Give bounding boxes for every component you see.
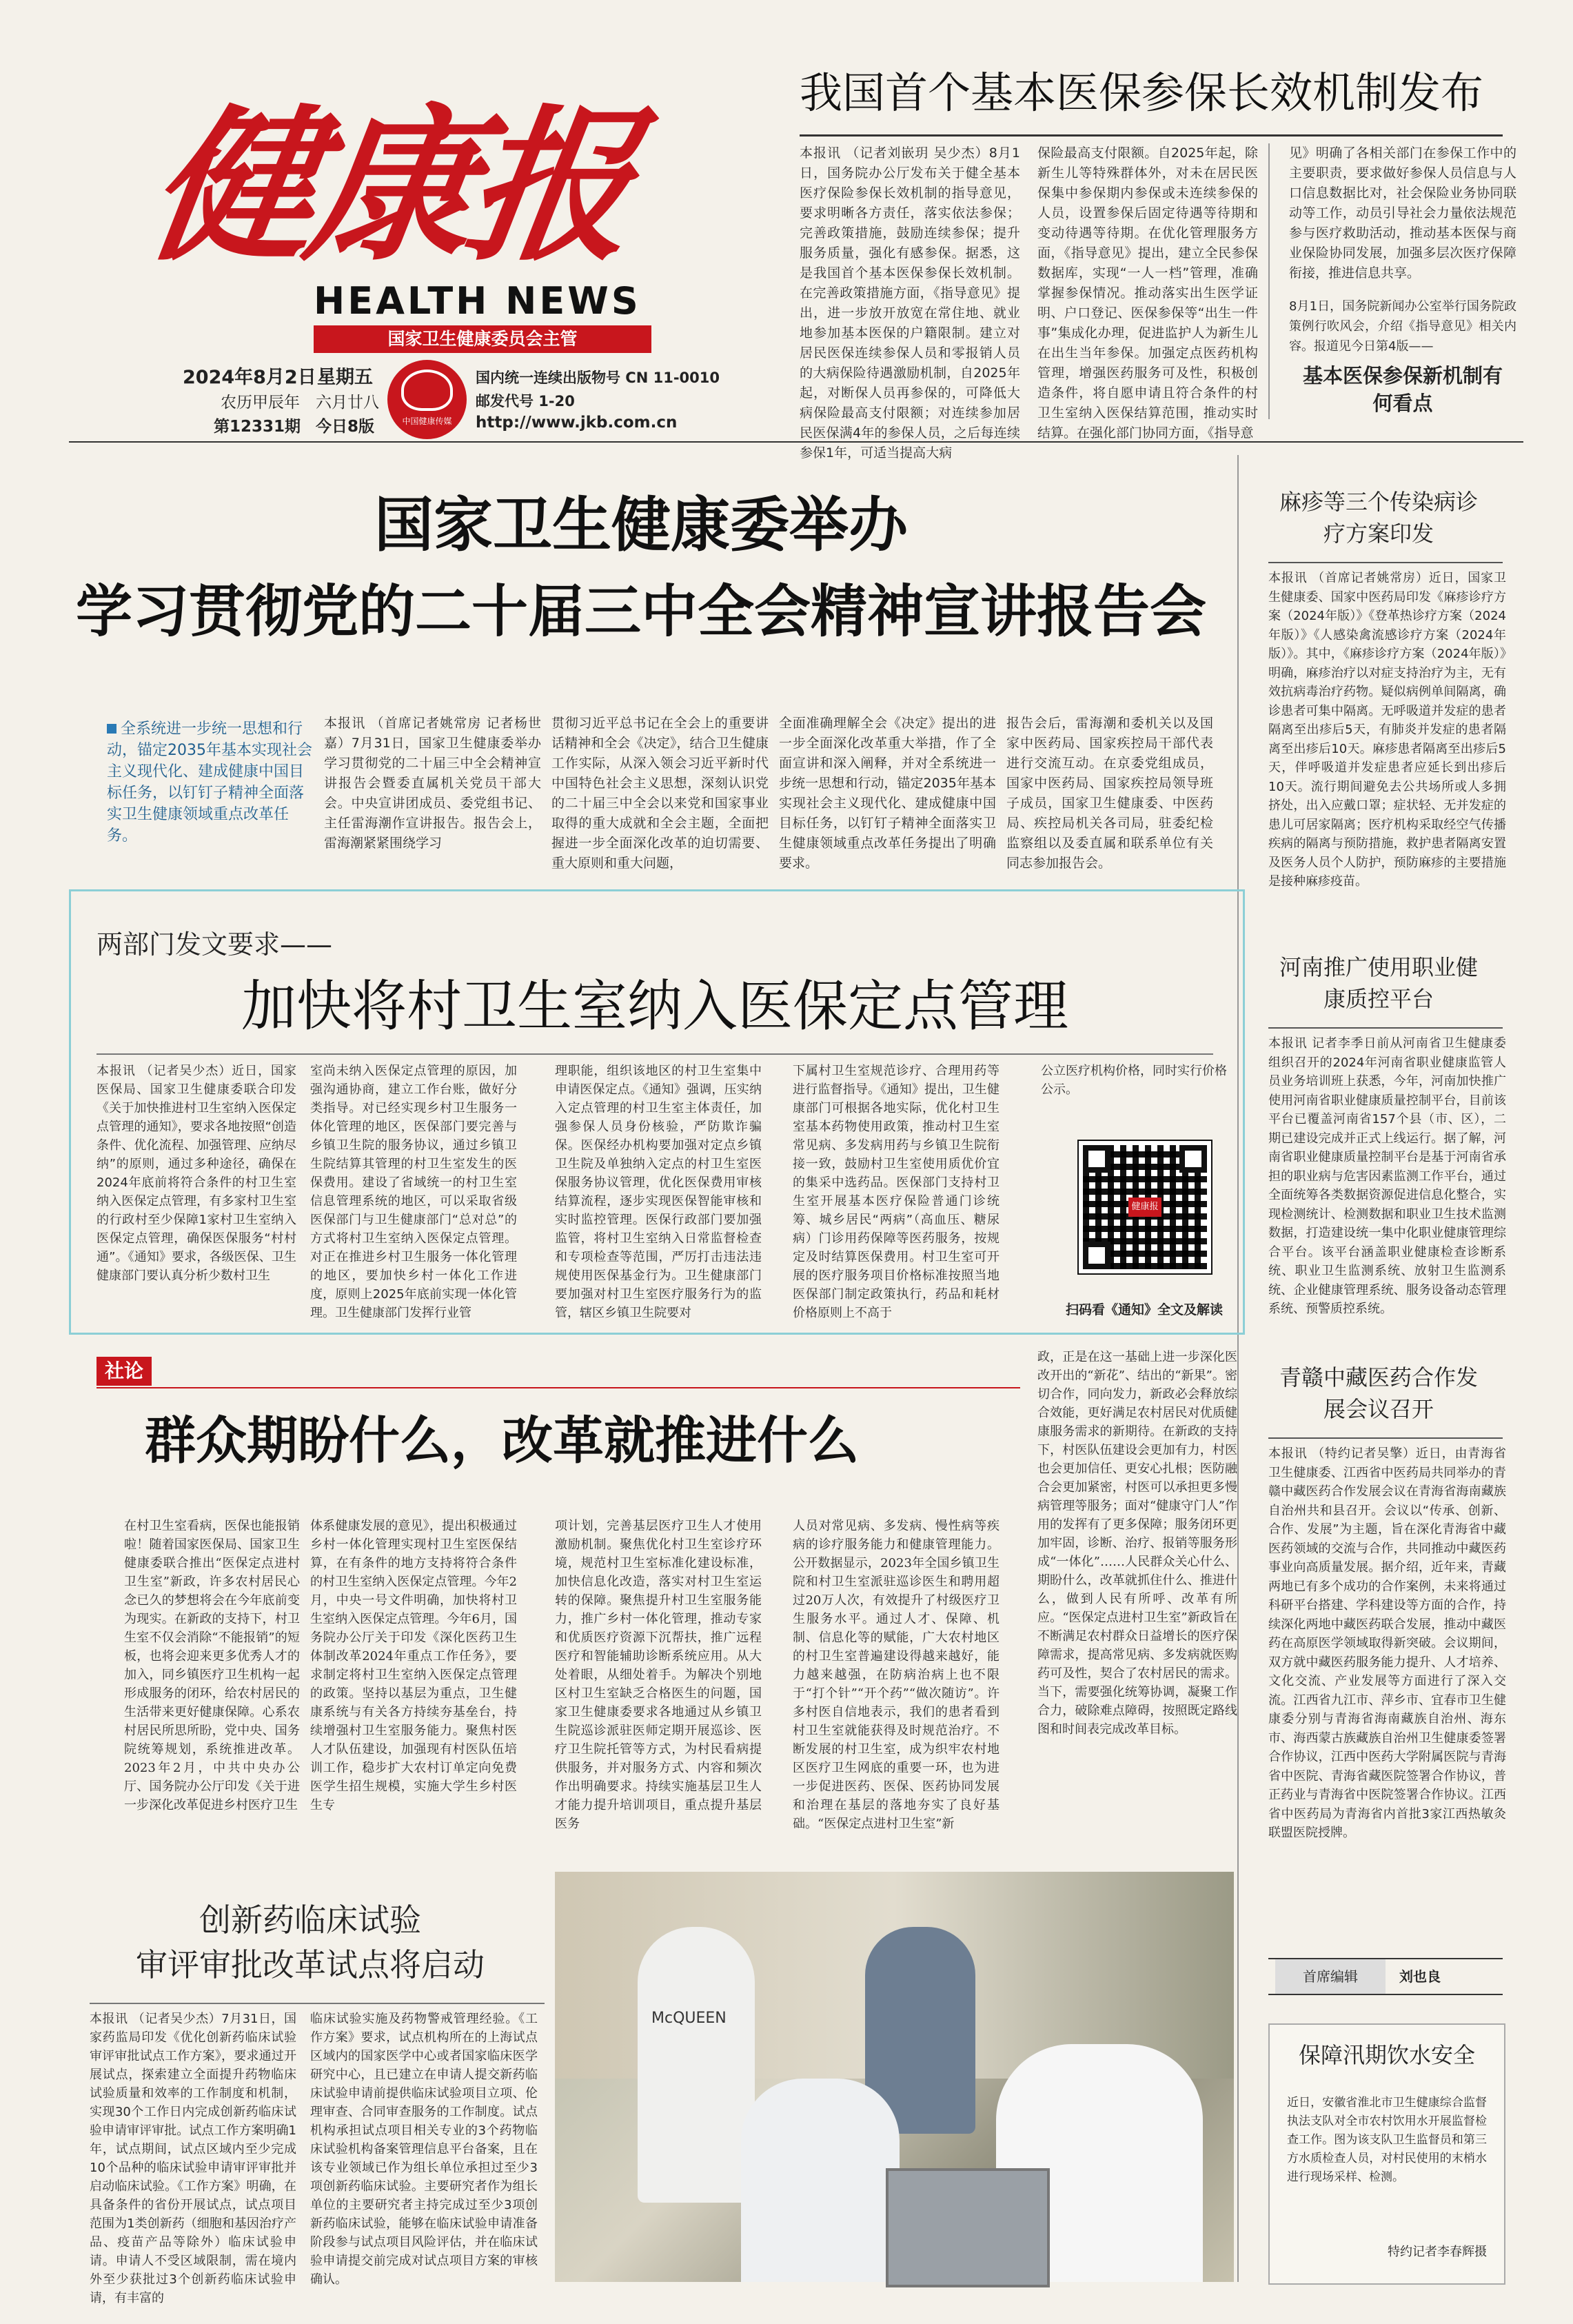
lead-col2 (551, 714, 769, 871)
drug-trial-col2 (310, 2010, 538, 2287)
emblem-text: 中国健康传媒 (402, 416, 452, 426)
photo-shirt-text: McQUEEN (651, 2010, 727, 2027)
cn-code: 国内统一连续出版物号 CN 11-0010 (476, 370, 720, 386)
lead-col3 (779, 714, 996, 871)
right-column-divider (1237, 455, 1239, 2282)
box-col5 (1041, 1062, 1227, 1103)
lead-col1-text: 本报讯 （首席记者姚常房 记者杨世嘉）7月31日，国家卫生健康委举办学习贯彻党的二十届三中全会精神宣讲报告会暨委直属机关党员干部大会。中央宣讲团成员、委党组书记、主任雷海潮作宣讲报告。报告会上，雷海潮紧紧围绕学习 (324, 716, 541, 851)
lead-headline-line1: 国家卫生健康委举办 (374, 491, 908, 560)
editorial-col3-text: 项计划，完善基层医疗卫生人才使用激励机制。聚焦优化村卫生室诊疗环境，规范村卫生室标准化建设标准，加快信息化改造，落实对村卫生室运转的保障。聚焦提升村卫生室服务能力，推广乡村一体化管理，推动专家和优质医疗资源下沉帮扶，推广远程医疗和智能辅助诊断系统应用。从大处着眼，从细处着手。为解决个别地区村卫生室缺乏合格医生的问题，国家卫生健康委要求各地通过从乡镇卫生院巡诊派驻医师定期开展巡诊、医疗卫生院托管等方式，为村民看病提供服务，并对服务方式、内容和频次作出明确要求。持续实施基层卫生人才能力提升培训项目，重点提升基层医务 (555, 1519, 762, 1831)
top-story-headline: 我国首个基本医保参保长效机制发布 (800, 68, 1484, 118)
measles-body-text: 本报讯 （首席记者姚常房）近日，国家卫生健康委、国家中医药局印发《麻疹诊疗方案（2024年版）》《登革热诊疗方案（2024年版）》《人感染禽流感诊疗方案（2024年版）》。其中，《麻疹诊疗方案（2024年版）》明确，麻疹治疗以对症支持治疗为主，无有效抗病毒治疗药物。疑似病例单间隔离，确诊患者可集中隔离。无呼吸道并发症的患者隔离至出疹后5天，有肺炎并发症的患者隔离至出疹后10天。麻疹患者隔离至出疹后5天，伴呼吸道并发症患者应延长到出疹后10天。流行期间避免去公共场所或人多拥挤处，出入应戴口罩；症状轻、无并发症的患儿可居家隔离；医疗机构采取经空气传播疾病的隔离与预防措施，救护患者隔离安置及医务人员个人防护，预防麻疹的主要措施是接种麻疹疫苗。 (1268, 571, 1506, 889)
drug-trial-rule (90, 2003, 545, 2004)
photo-person-man (638, 1927, 755, 2203)
website-url[interactable]: http://www.jkb.com.cn (476, 414, 678, 432)
editorial-col4 (793, 1517, 999, 1841)
top-story-col3 (1289, 143, 1516, 281)
editorial-tag: 社论 (97, 1357, 152, 1386)
editor-label: 首席编辑 (1275, 1959, 1386, 1994)
box-col2-text: 室尚未纳入医保定点管理的原因，加强沟通协商，建立工作台账，做好分类指导。对已经实现乡村卫生服务一体化管理的地区，医保部门要完善与乡镇卫生院的服务协议，通过乡镇卫生院结算其管理的村卫生室发生的医保费用。建设了省域统一的村卫生室信息管理系统的地区，可以采取省级医保部门与卫生健康部门“总对总”的方式将村卫生室纳入医保定点管理。对正在推进乡村卫生服务一体化管理的地区，要加快乡村一体化工作进度，原则上2025年底前实现一体化管理。卫生健康部门发挥行业管 (310, 1064, 517, 1320)
editorial-col2-text: 体系健康发展的意见》，提出积极通过乡村一体化管理实现村卫生室医保结算，在有条件的地方支持将符合条件的村卫生室纳入医保定点管理。今年2月，中央一号文件明确，加快将村卫生室纳入医保定点管理。今年6月，国务院办公厅关于印发《深化医药卫生体制改革2024年重点工作任务》，要求制定将村卫生室纳入医保定点管理的政策。坚持以基层为重点，卫生健康系统与有关各方持续夯基垒台，持续增强村卫生室服务能力。聚焦村医人才队伍建设，加强现有村医队伍培训工作，稳步扩大农村订单定向免费医学生招生规模，实施大学生乡村医生专 (310, 1519, 517, 1812)
top-story-col2-text: 保险最高支付限额。自2025年起，除新生儿等特殊群体外，对未在居民医保集中参保期内参保或未连续参保的人员，设置参保后固定待遇等待期和变动待遇等待期。在优化管理服务方面，《指导意见》提出，建立全民参保数据库，实现“一人一档”管理，准确掌握参保情况。推动落实出生医学证明、户口登记、医保参保等“出生一件事”集成化办理，促进监护人为新生儿在出生当年参保。加强定点医药机构管理，增强医药服务可及性，积极创造条件，将自愿申请且符合条件的村卫生室纳入医保结算范围，推动实时结算。在强化部门协同方面，《指导意 (1037, 145, 1258, 441)
qr-caption: 扫码看《通知》全文及解读 (1065, 1302, 1223, 1317)
flood-credit: 特约记者李春辉摄 (1388, 2245, 1487, 2259)
top-story-col2 (1037, 143, 1258, 441)
qr-finder-icon (1179, 1145, 1207, 1173)
box-col3 (555, 1062, 762, 1320)
top-story-col1-text: 本报讯 （记者刘嵌玥 吴少杰）8月1日，国务院办公厅发布关于健全基本医疗保险参保长效机制的指导意见，要求明晰各方责任，落实依法参保；完善政策措施，鼓励连续参保；提升服务质量，强化有感参保。据悉，这是我国首个基本医保参保长效机制。在完善政策措施方面，《指导意见》提出，进一步放开放宽在常住地、就业地参加基本医保的户籍限制。建立对居民医保连续参保人员和零报销人员的大病保险待遇激励机制，自2025年起，对断保人员再参保的，可降低大病保险最高支付限额；对连续参加居民医保满4年的参保人员，之后每连续参保1年，可适当提高大病 (800, 145, 1020, 461)
photo-inspector-left (741, 2079, 900, 2282)
lead-summary (107, 718, 314, 847)
henan-body (1268, 1034, 1506, 1324)
top-story-col3-text: 见》明确了各相关部门在参保工作中的主要职责，要求做好参保人员信息与人口信息数据比对，社会保险业务协同联动等工作，动员引导社会力量依法规范参与医疗救助活动，推动基本医保与商业保险协同发展，加强多层次医疗保障衔接，推进信息共享。 (1289, 145, 1516, 281)
editorial-col3 (555, 1517, 762, 1841)
henan-body-text: 本报讯 记者李季日前从河南省卫生健康委组织召开的2024年河南省职业健康监管人员业务培训班上获悉，今年，河南加快推广使用河南省职业健康质量控制平台，目前该平台已覆盖河南省157个县（市、区），二期已建设完成并正式上线运行。据了解，河南省职业健康质量控制平台是基于河南省承担的职业病与危害因素监测工作平台，通过全面统筹各类数据资源促进信息化整合，实现检测统计、检测数据和职业卫生技术监测数据，打造建设统一集中化职业健康管理综合平台。该平台涵盖职业健康检查诊断系统、职业卫生监测系统、放射卫生监测系统、企业健康管理系统、服务设备动态管理系统、预警质控系统。 (1268, 1036, 1506, 1316)
top-story-note-text: 8月1日，国务院新闻办公室举行国务院政策例行吹风会，介绍《指导意见》相关内容。报道见今日第4版—— (1289, 299, 1516, 354)
drug-trial-col2-text: 临床试验实施及药物警戒管理经验。《工作方案》要求，试点机构所在的上海试点区域内的国家医学中心或者国家临床医学研究中心，且已建立在申请人提交新药临床试验申请前提供临床试验项目立项、伦理审查、合同审查服务的工作制度。试点机构承担试点项目相关专业的3个药物临床试验机构备案管理信息平台备案，且在该专业领域已作为组长单位承担过至少3项创新药临床试验。主要研究者作为组长单位的主要研究者主持完成过至少3项创新药临床试验，能够在临床试验申请准备阶段参与试点项目风险评估，并在临床试验申请提交前完成对试点项目方案的审核确认。 (310, 2012, 538, 2287)
logo-english: HEALTH NEWS (314, 279, 641, 323)
box-col2 (310, 1062, 517, 1320)
lead-col4 (1006, 714, 1213, 871)
lead-col4-text: 报告会后，雷海潮和委机关以及国家中医药局、国家疾控局干部代表进行交流互动。在京委党组成员，国家中医药局、国家疾控局领导班子成员，国家卫生健康委、中医药局、疾控局机关各司局，驻委纪检监察组以及委直属和联系单位有关同志参加报告会。 (1006, 716, 1213, 871)
lead-col3-text: 全面准确理解全会《决定》提出的进一步全面深化改革重大举措，作了全面宣讲和深入阐释，并对全系统进一步统一思想和行动，锚定2035年基本实现社会主义现代化、建成健康中国目标任务，以钉钉子精神全面落实卫生健康领域重点改革任务提出了明确要求。 (779, 716, 996, 871)
lead-col2-text: 贯彻习近平总书记在全会上的重要讲话精神和全会《决定》，结合卫生健康工作实际，从深入领会习近平新时代中国特色社会主义思想，深刻认识党的二十届三中全会以来党和国家事业取得的重大成就和全会主题，全面把握进一步全面深化改革的迫切需要、重大原则和重大问题， (551, 716, 769, 871)
box-headline: 加快将村卫生室纳入医保定点管理 (241, 974, 1068, 1038)
drug-trial-headline-line1: 创新药临床试验 (199, 1901, 421, 1939)
box-kicker: 两部门发文要求—— (97, 929, 333, 960)
editorial-col1 (124, 1517, 300, 1841)
gan-title[interactable]: 青赣中藏医药合作发展会议召开 (1279, 1364, 1478, 1422)
drug-trial-col1 (90, 2010, 296, 2305)
issue-number: 第12331期 (214, 418, 301, 436)
box-headline-rule (97, 1053, 1213, 1055)
gan-body-text: 本报讯 （特约记者吴擎）近日，由青海省卫生健康委、江西省中医药局共同举办的青赣中藏医药合作发展会议在青海省海南藏族自治州共和县召开。会议以“传承、创新、合作、发展”为主题，旨在深化青海省中藏医药领域的交流与合作，共同推动中藏医药事业向高质量发展。据介绍，近年来，青藏两地已有多个成功的合作案例，未来将通过科研平台搭建、学科建设等方面的合作，持续深化两地中藏医药联合发展，推动中藏医药在高原医学领域取得新突破。会议期间，双方就中藏医药服务能力提升、人才培养、文化交流、产业发展等方面进行了深入交流。江西省九江市、萍乡市、宜春市卫生健康委分别与青海省海南藏族自治州、海东市、海西蒙古族藏族自治州卫生健康委签署合作协议，江西中医药大学附属医院与青海省中医院、青海省藏医院签署合作协议，普正药业与青海省中医院签署合作协议。江西省中医药局为青海省内首批3家江西热敏灸联盟医院授牌。 (1268, 1446, 1506, 1840)
box-col5-text: 公立医疗机构价格，同时实行价格公示。 (1041, 1064, 1227, 1097)
qr-logo: 健康报 (1128, 1198, 1161, 1217)
lead-summary-text: 全系统进一步统一思想和行动，锚定2035年基本实现社会主义现代化、建成健康中国目标任务，以钉钉子精神全面落实卫生健康领域重点改革任务。 (107, 720, 312, 845)
lead-headline-line2: 学习贯彻党的二十届三中全会精神宣讲报告会 (75, 579, 1206, 645)
emblem-flower-icon (401, 370, 453, 411)
flood-caption (1287, 2094, 1487, 2232)
top-story-col3-note (1289, 296, 1516, 358)
issue-date: 2024年8月2日 (183, 367, 316, 388)
gan-body (1268, 1444, 1506, 1920)
box-col4 (793, 1062, 999, 1320)
top-story-sidebar-title[interactable]: 基本医保参保新机制有何看点 (1302, 364, 1503, 415)
page-count: 今日8版 (316, 418, 375, 436)
flood-title[interactable]: 保障汛期饮水安全 (1298, 2042, 1475, 2068)
logo-chinese: 健康报 (138, 89, 641, 283)
flood-caption-text: 近日，安徽省淮北市卫生健康综合监督执法支队对全市农村饮用水开展监督检查工作。图为该支队卫生监督员和第三方水质检查人员，对村民使用的末梢水进行现场采样、检测。 (1287, 2096, 1487, 2184)
sponsor-bar: 国家卫生健康委员会主管 (314, 325, 651, 353)
qr-finder-icon (1083, 1145, 1110, 1173)
qr-finder-icon (1083, 1242, 1110, 1269)
editorial-col5-text: 政，正是在这一基础上进一步深化医改开出的“新花”、结出的“新果”。密切合作，同向发力，新政必会释放综合效能，更好满足农村居民对优质健康服务需求的新期待。在新政的支持下，村医队伍建设会更加有力，村医也会更加信任、更安心扎根；医防融合会更加紧密，村医可以承担更多慢病管理等服务；面对“健康守门人”作用的发挥有了更多保障；服务闭环更加牢固，诊断、治疗、报销等服务形成“一体化”……人民群众关心什么、期盼什么，改革就抓住什么、推进什么，做到人民有所呼、改革有所应。“医保定点进村卫生室”新政旨在不断满足农村群众日益增长的医疗保障需求，提高常见病、多发病就医购药可及性，契合了农村居民的需求。当下，需要强化统筹协调，凝聚工作合力，破除难点障碍，按照既定路线图和时间表完成改革目标。 (1037, 1350, 1237, 1737)
box-col1 (97, 1062, 296, 1317)
gan-rule (1268, 1437, 1503, 1439)
editorial-col2 (310, 1517, 517, 1841)
top-story-divider (1268, 143, 1270, 419)
henan-rule (1268, 1027, 1503, 1029)
inspection-photo (555, 1872, 1234, 2282)
top-story-rule (800, 134, 1503, 137)
lunar-year: 农历甲辰年 (221, 394, 300, 412)
drug-trial-headline-line2: 审评审批改革试点将启动 (136, 1946, 485, 1983)
box-col4-text: 下属村卫生室规范诊疗、合理用药等进行监督指导。《通知》提出，卫生健康部门可根据各地实际，优化村卫生室基本药物使用政策，推动村卫生室常见病、多发病用药与乡镇卫生院衔接一致，鼓励村卫生室使用质优价宜的集采中选药品。医保部门支持村卫生室开展基本医疗保险普通门诊统筹、城乡居民“两病”（高血压、糖尿病）门诊用药保障等医药服务，按规定及时结算医保费用。村卫生室可开展的医疗服务项目价格标准按照当地医保部门制定政策执行，药品和耗材价格原则上不高于 (793, 1064, 999, 1320)
masthead-bottom-rule (69, 441, 1523, 443)
henan-title[interactable]: 河南推广使用职业健康质控平台 (1279, 954, 1478, 1012)
qr-code[interactable] (1079, 1141, 1211, 1273)
measles-title[interactable]: 麻疹等三个传染病诊疗方案印发 (1279, 489, 1478, 547)
editor-name: 刘也良 (1399, 1968, 1441, 1985)
editor-credit (1268, 1958, 1503, 1995)
lead-summary-bullet (107, 724, 116, 734)
photo-sample-kit (886, 2168, 1050, 2287)
measles-body (1268, 569, 1506, 920)
masthead (69, 41, 786, 436)
drug-trial-col1-text: 本报讯 （记者吴少杰）7月31日，国家药监局印发《优化创新药临床试验审评审批试点工作方案》，要求通过开展试点，探索建立全面提升药物临床试验质量和效率的工作制度和机制，实现30个工作日内完成创新药临床试验申请审评审批。试点工作方案明确1年，试点期间，试点区域内至少完成10个品种的临床试验申请审评审批并启动临床试验。《工作方案》明确，在具备条件的省份开展试点，试点项目范围为1类创新药（细胞和基因治疗产品、疫苗产品等除外）临床试验申请。申请人不受区域限制，需在境内外至少获批过3个创新药临床试验申请，有丰富的 (90, 2012, 296, 2305)
box-col1-text: 本报讯 （记者吴少杰）近日，国家医保局、国家卫生健康委联合印发《关于加快推进村卫生室纳入医保定点管理的通知》，要求各地按照“创造条件、优化流程、加强管理、应纳尽纳”的原则，通过多种途径，确保在2024年底前将符合条件的村卫生室纳入医保定点管理，有多家村卫生室的行政村至少保障1家村卫生室纳入医保定点管理，确保医保服务“村村通”。《通知》要求，各级医保、卫生健康部门要认真分析少数村卫生 (97, 1064, 296, 1283)
box-col3-text: 理职能，组织该地区的村卫生室集中申请医保定点。《通知》强调，压实纳入定点管理的村卫生室主体责任，加强参保人员身份核验，严防欺诈骗保。医保经办机构要加强对定点乡镇卫生院及单独纳入定点的村卫生室医保服务协议管理，优化医保费用审核结算流程，逐步实现医保智能审核和实时监控管理。医保行政部门要加强监管，将村卫生室纳入日常监督检查和专项检查等范围，严厉打击违法违规使用医保基金行为。卫生健康部门要加强对村卫生室医疗服务行为的监管，辖区乡镇卫生院要对 (555, 1064, 762, 1320)
issue-weekday: 星期五 (317, 367, 373, 388)
editorial-headline: 群众期盼什么，改革就推进什么 (145, 1411, 859, 1471)
media-emblem (387, 360, 467, 439)
editorial-col4-text: 人员对常见病、多发病、慢性病等疾病的诊疗服务能力和健康管理能力。公开数据显示，2023年全国乡镇卫生院和村卫生室派驻巡诊医生和聘用超过20万人次，有效提升了村级医疗卫生服务水平。通过人才、保障、机制、信息化等的赋能，广大农村地区的村卫生室普遍建设得越来越好，能力越来越强，在防病治病上也不限于“打个针”“开个药”“做次随访”。许多村医自信地表示，我们的患者看到村卫生室就能获得及时规范治疗。不断发展的村卫生室，成为织牢农村地区医疗卫生网底的重要一环，也为进一步促进医药、医保、医药协同发展和治理在基层的落地夯实了良好基础。“医保定点进村卫生室”新 (793, 1519, 999, 1831)
postal-code: 邮发代号 1-20 (476, 393, 575, 410)
lunar-day: 六月廿八 (316, 394, 379, 412)
editorial-col1-text: 在村卫生室看病，医保也能报销啦！随着国家医保局、国家卫生健康委联合推出“医保定点进村卫生室”新政，许多农村居民心念已久的梦想将会在今年底前变为现实。在新政的支持下，村卫生室不仅会消除“不能报销”的短板，也将会迎来更多优秀人才的加入，同乡镇医疗卫生机构一起形成服务的闭环，给农村居民的生活带来更好健康保障。心系农村居民所思所盼，党中央、国务院统筹规划，系统推进改革。2023年2月，中共中央办公厅、国务院办公厅印发《关于进一步深化改革促进乡村医疗卫生 (124, 1519, 300, 1812)
editorial-tag-rule (97, 1387, 1020, 1388)
lead-col1 (324, 714, 541, 858)
editorial-col5 (1037, 1348, 1237, 1841)
measles-rule (1268, 562, 1503, 563)
top-story-col1 (800, 143, 1020, 461)
flood-box (1268, 2023, 1505, 2285)
